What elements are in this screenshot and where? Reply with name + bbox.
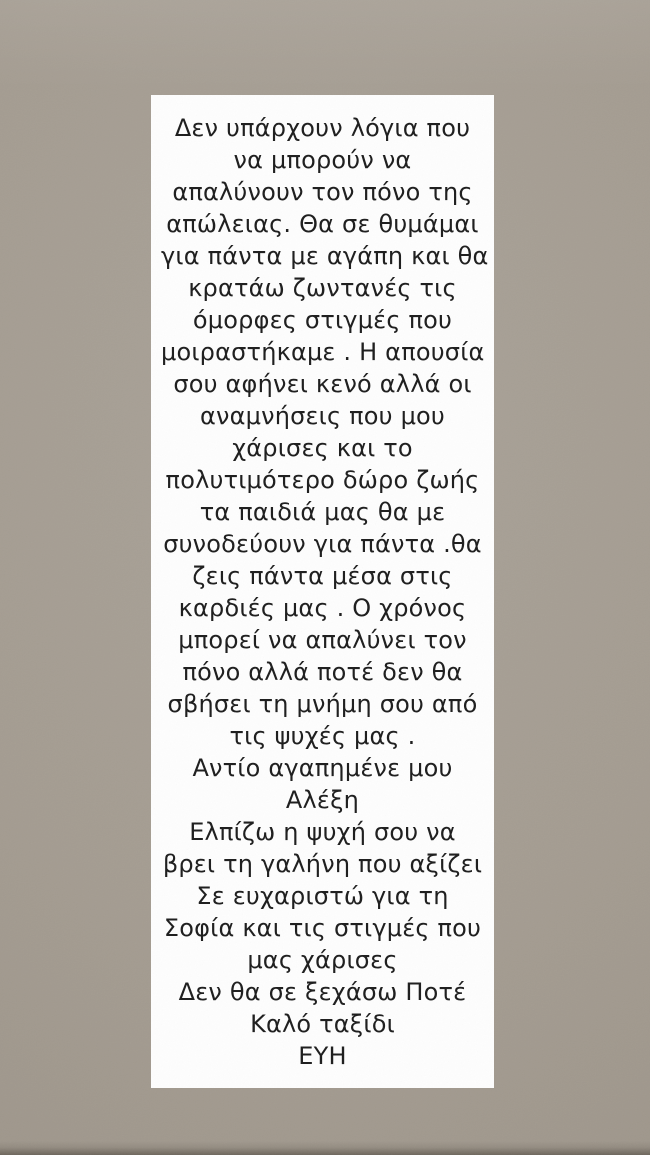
- story-text-line: Σοφία και τις στιγμές που: [163, 914, 482, 942]
- story-text-line: ζεις πάντα μέσα στις: [192, 562, 453, 590]
- story-text-line: σου αφήνει κενό αλλά οι: [173, 370, 472, 398]
- story-text-line: Ελπίζω η ψυχή σου να: [189, 818, 456, 846]
- story-text-line: Δεν θα σε ξεχάσω Ποτέ: [178, 978, 467, 1006]
- story-text-line: απώλειας. Θα σε θυμάμαι: [166, 210, 479, 238]
- story-text-line: χάρισες και το: [232, 434, 413, 462]
- story-text-line: μοιραστήκαμε . Η απουσία: [161, 338, 485, 366]
- story-text-line: απαλύνουν τον πόνο της: [172, 178, 473, 206]
- story-text-block: [161, 112, 489, 1072]
- story-text-line: βρει τη γαλήνη που αξίζει: [162, 850, 483, 878]
- story-text-line: πόνο αλλά ποτέ δεν θα: [182, 658, 463, 686]
- story-text-line: Καλό ταξίδι: [250, 1010, 395, 1038]
- story-text-line: Σε ευχαριστώ για τη: [196, 882, 449, 910]
- story-text-line: συνοδεύουν για πάντα .θα: [163, 530, 482, 558]
- story-text-line: τα παιδιά μας θα με: [199, 498, 446, 526]
- story-text-line: μας χάρισες: [247, 946, 398, 974]
- story-text-line: για πάντα με αγάπη και θα: [161, 242, 489, 270]
- story-text-line: αναμνήσεις που μου: [199, 402, 446, 430]
- story-text-line: Αντίο αγαπημένε μου: [192, 754, 453, 782]
- story-text-line: κρατάω ζωντανές τις: [188, 274, 457, 302]
- story-text-line: όμορφες στιγμές που: [192, 306, 453, 334]
- story-text-line: Δεν υπάρχουν λόγια που: [174, 114, 471, 142]
- background-bottom-shadow: [0, 1141, 650, 1155]
- story-text-line: να μπορούν να: [233, 146, 412, 174]
- story-text-line: ΕΥΗ: [298, 1042, 347, 1070]
- story-text-card: [151, 95, 494, 1088]
- story-text-line: μπορεί να απαλύνει τον: [178, 626, 467, 654]
- story-text-line: σβήσει τη μνήμη σου από: [167, 690, 478, 718]
- background-top-highlight: [0, 0, 650, 90]
- story-text-line: Αλέξη: [285, 786, 360, 814]
- story-text-line: τις ψυχές μας .: [229, 722, 416, 750]
- story-text-line: καρδιές μας . Ο χρόνος: [178, 594, 467, 622]
- story-text-line: πολυτιμότερο δώρο ζωής: [165, 466, 480, 494]
